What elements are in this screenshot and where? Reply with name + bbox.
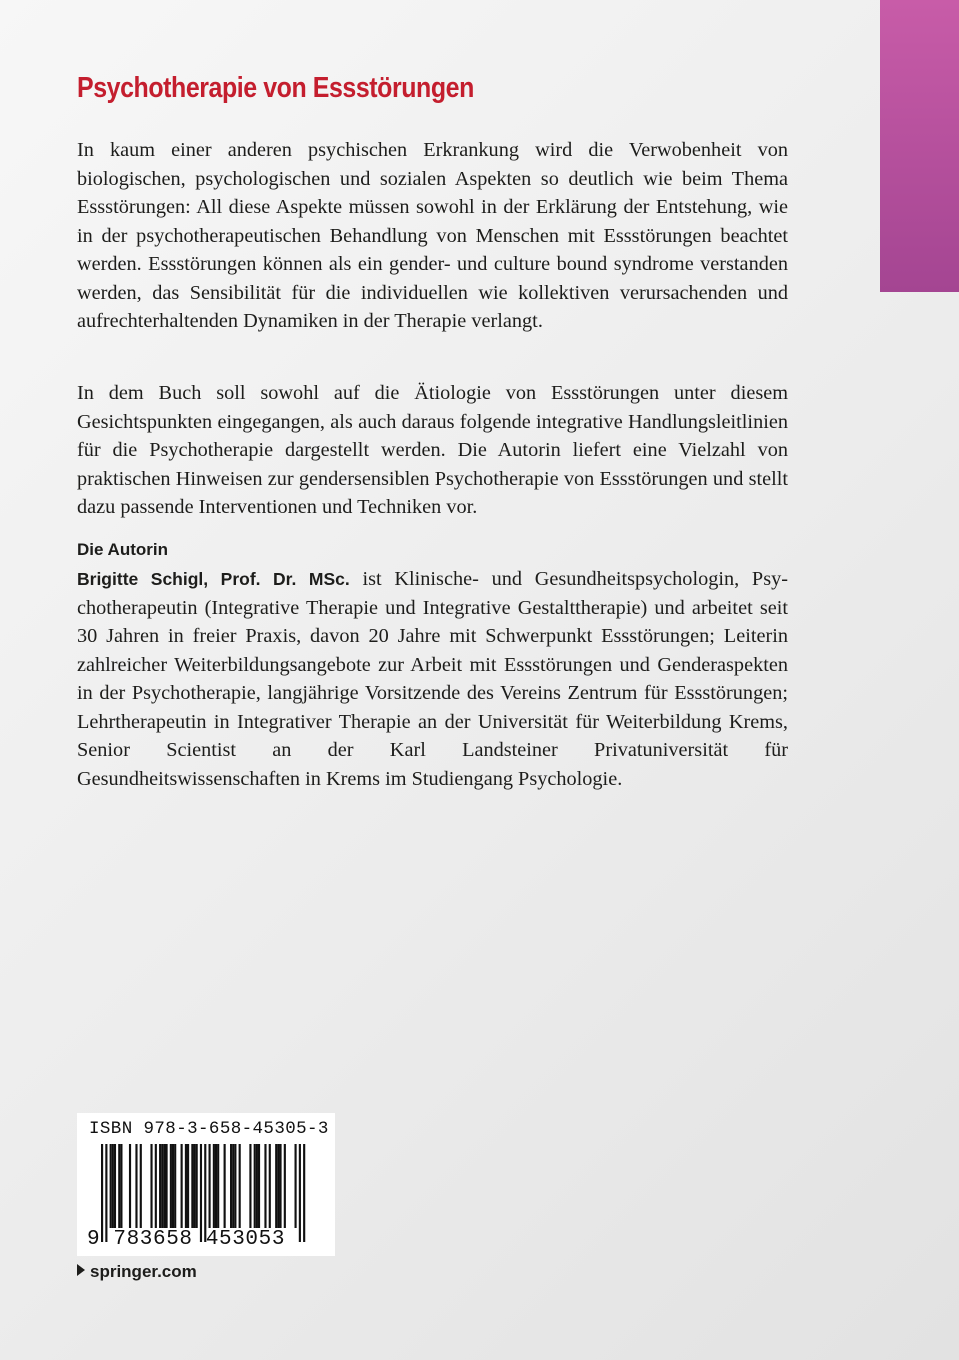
triangle-right-icon (77, 1264, 85, 1276)
barcode-bar (254, 1144, 256, 1228)
barcode-bar (275, 1144, 277, 1228)
barcode-bar (155, 1144, 157, 1228)
accent-color-bar (880, 0, 959, 292)
barcode-bar (118, 1144, 120, 1228)
barcode-bar (249, 1144, 251, 1228)
description-paragraph-1: In kaum einer anderen psychischen Erkrankung wird die Verwobenheit von biologischen, psychologischen und sozialen Aspekten so deutlich wie beim Thema Essstörungen: All diese Aspekte müssen sowohl in der Erklärung der Entstehung, wie in der psychotherapeutischen Behandlung von Menschen mit Essstörungen beachtet werden. Essstörungen können als ein gender- und culture bound syndrome verstanden werden, das Sensibilität für die individuellen wie kollektiven verursachenden und aufrechterhaltenden Dynamiken in der Therapie verlangt. (77, 139, 788, 332)
barcode-bar (172, 1144, 174, 1228)
isbn-label: ISBN 978-3-658-45305-3 (89, 1119, 329, 1139)
author-name: Brigitte Schigl, Prof. Dr. MSc. (77, 569, 350, 589)
barcode-bar (232, 1144, 234, 1228)
barcode-bar (295, 1144, 297, 1228)
barcode-bar (215, 1144, 217, 1228)
barcode-bar (129, 1144, 131, 1228)
barcode-bar (112, 1144, 114, 1228)
barcode-bar (234, 1144, 236, 1228)
barcode-bar (256, 1144, 258, 1228)
barcode-bar (193, 1144, 195, 1228)
barcode-bar (187, 1144, 189, 1228)
barcode-bar (230, 1144, 232, 1228)
barcode-bar (120, 1144, 122, 1228)
author-bio-text: ist Klinische- und Gesundheitspsychologin, Psychotherapeutin (Integrative Therapie und Integrative Gestalttherapie) und arbeitet seit 30 Jahren in freier Praxis, davon 20 Jahre mit Schwerpunkt Essstörungen; Leiterin zahlreicher Weiterbildungsangebote zur Arbeit mit Essstörungen und Genderaspekten in der Psychotherapie, langjährige Vorsitzende des Vereins Zentrum für Essstörungen; Lehrtherapeutin in Integrativer Therapie an der Universität für Weiterbildung Krems, Senior Scientist an der Karl Landsteiner Privatuniversität für Gesundheitswissenschaften in Krems im Studiengang Psychologie. (77, 568, 789, 790)
barcode-bar (174, 1144, 176, 1228)
springer-website-text: springer.com (90, 1262, 197, 1281)
barcode-bar (264, 1144, 266, 1228)
barcode-bar (110, 1144, 112, 1228)
barcode-bar (191, 1144, 193, 1228)
barcode-bar (224, 1144, 226, 1228)
barcode-bar (217, 1144, 219, 1228)
barcode-bar (258, 1144, 260, 1228)
barcode-bar (239, 1144, 241, 1228)
barcode-bar (181, 1144, 183, 1228)
barcode-bar (161, 1144, 163, 1228)
author-bio (77, 565, 788, 793)
barcode-bar (166, 1144, 168, 1228)
barcode-bar (114, 1144, 116, 1228)
author-heading: Die Autorin (77, 540, 168, 559)
barcode-bar (279, 1144, 281, 1228)
barcode-bar (196, 1144, 198, 1228)
barcode-bar (277, 1144, 279, 1228)
barcode-bar (209, 1144, 211, 1228)
barcode-bar (284, 1144, 286, 1228)
isbn-barcode (77, 1113, 335, 1256)
barcode-bar (213, 1144, 215, 1228)
description-paragraph-2: In dem Buch soll sowohl auf die Ätiologie von Essstörungen unter diesem Gesichtspunkten eingegangen, als auch daraus folgende integrative Handlungsleitlinien für die Psychotherapie dargestellt werden. Die Autorin liefert eine Vielzahl von praktischen Hinweisen zur gendersensiblen Psychotherapie von Essstörungen und stellt dazu passende Interventionen und Techniken vor. (77, 382, 788, 518)
barcode-bar (150, 1144, 152, 1228)
barcode-bar (170, 1144, 172, 1228)
barcode-bar (159, 1144, 161, 1228)
barcode-bar (299, 1144, 301, 1242)
barcode-bar (303, 1144, 305, 1242)
barcode-bar (269, 1144, 271, 1228)
barcode-bar (135, 1144, 137, 1228)
barcode-bar (140, 1144, 142, 1228)
book-title: Psychotherapie von Essstörungen (77, 72, 474, 104)
ean-digits: 9 783658 453053 (87, 1228, 286, 1251)
springer-website-link[interactable] (77, 1262, 197, 1282)
barcode-bar (163, 1144, 165, 1228)
barcode-bar (185, 1144, 187, 1228)
